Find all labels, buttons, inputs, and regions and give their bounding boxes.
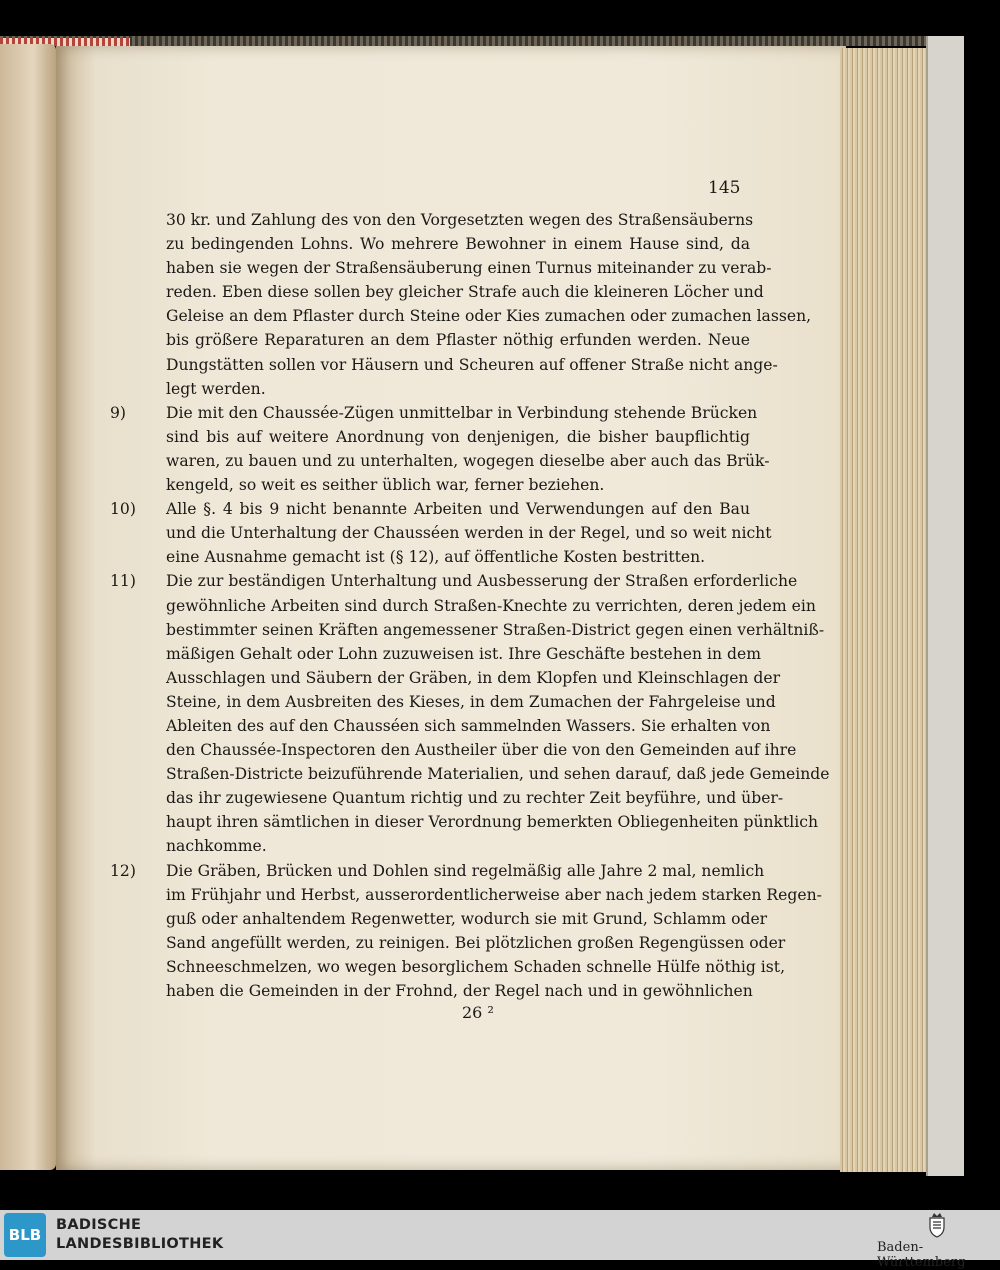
line-text: Steine, in dem Ausbreiten des Kieses, in dem Zumachen der Fahrgeleise und bbox=[166, 692, 776, 711]
book-top-edge bbox=[0, 36, 960, 46]
line-text: Die Gräben, Brücken und Dohlen sind regelmäßig alle Jahre 2 mal, nemlich bbox=[166, 861, 765, 880]
line-text: den Chaussée-Inspectoren den Austheiler über die von den Gemeinden auf ihre bbox=[166, 741, 797, 760]
line-text: das ihr zugewiesene Quantum richtig und zu rechter Zeit beyführe, und über- bbox=[166, 789, 784, 808]
line-text: Die zur beständigen Unterhaltung und Ausbesserung der Straßen erforderliche bbox=[166, 572, 798, 591]
text-line bbox=[110, 328, 750, 352]
page-number: 145 bbox=[708, 178, 741, 198]
text-line bbox=[110, 208, 754, 232]
page-text bbox=[110, 208, 830, 1003]
text-line bbox=[110, 834, 750, 858]
line-text: 30 kr. und Zahlung des von den Vorgesetzten wegen des Straßensäuberns bbox=[166, 211, 754, 229]
line-text: Schneeschmelzen, wo wegen besorglichem Schaden schnelle Hülfe nöthig ist, bbox=[166, 957, 786, 976]
text-line bbox=[110, 714, 771, 738]
text-line bbox=[110, 449, 770, 473]
state-label: Baden-Württemberg bbox=[877, 1240, 966, 1270]
text-line bbox=[110, 377, 750, 401]
line-text: sind bis auf weitere Anordnung von denjenigen, die bisher baupflichtig bbox=[166, 427, 750, 446]
line-text: eine Ausnahme gemacht ist (§ 12), auf öffentliche Kosten bestritten. bbox=[166, 548, 706, 567]
text-line bbox=[110, 497, 750, 521]
text-line bbox=[110, 304, 812, 328]
item-number: 9) bbox=[110, 403, 127, 422]
line-text: haben sie wegen der Straßensäuberung einen Turnus miteinander zu verab- bbox=[166, 259, 772, 278]
text-line bbox=[110, 545, 750, 569]
line-text: Sand angefüllt werden, zu reinigen. Bei plötzlichen großen Regengüssen oder bbox=[166, 933, 786, 952]
line-text: Die mit den Chaussée-Zügen unmittelbar in Verbindung stehende Brücken bbox=[166, 403, 758, 422]
text-line bbox=[110, 810, 818, 834]
printer-signature: 26 ² bbox=[462, 1003, 494, 1022]
item-number: 12) bbox=[110, 861, 136, 880]
line-text: zu bedingenden Lohns. Wo mehrere Bewohner in einem Hause sind, da bbox=[166, 235, 750, 254]
text-line bbox=[110, 690, 776, 714]
text-line bbox=[110, 786, 784, 810]
text-line bbox=[110, 907, 768, 931]
line-text: haben die Gemeinden in der Frohnd, der Regel nach und in gewöhnlichen bbox=[166, 982, 753, 1000]
item-number: 10) bbox=[110, 500, 136, 519]
line-text: Ableiten des auf den Chausséen sich sammelnden Wassers. Sie erhalten von bbox=[166, 716, 771, 735]
text-line bbox=[110, 232, 750, 256]
line-text: bestimmter seinen Kräften angemessener Straßen-District gegen einen verhältniß- bbox=[166, 620, 825, 639]
line-text: Geleise an dem Pflaster durch Steine oder Kies zumachen oder zumachen lassen, bbox=[166, 307, 812, 326]
text-line bbox=[110, 256, 772, 280]
line-text: legt werden. bbox=[166, 379, 266, 398]
line-text: und die Unterhaltung der Chausséen werden in der Regel, und so weit nicht bbox=[166, 524, 772, 543]
line-text: Dungstätten sollen vor Häusern und Scheuren auf offener Straße nicht ange- bbox=[166, 355, 778, 374]
text-line bbox=[110, 353, 778, 377]
line-text: im Frühjahr und Herbst, ausserordentlicherweise aber nach jedem starken Regen- bbox=[166, 885, 822, 904]
left-page-edge bbox=[0, 44, 56, 1170]
line-text: Ausschlagen und Säubern der Gräben, in dem Klopfen und Kleinschlagen der bbox=[166, 668, 781, 687]
library-name[interactable] bbox=[56, 1216, 223, 1254]
coat-of-arms-icon bbox=[928, 1212, 946, 1238]
blb-logo[interactable]: BLB bbox=[4, 1213, 46, 1257]
line-text: Straßen-Districte beizuführende Materialien, und sehen darauf, daß jede Gemeinde bbox=[166, 765, 830, 784]
line-text: mäßigen Gehalt oder Lohn zuzuweisen ist. Ihre Geschäfte bestehen in dem bbox=[166, 644, 761, 663]
line-text: kengeld, so weit es seither üblich war, ferner beziehen. bbox=[166, 476, 605, 495]
line-text: Alle §. 4 bis 9 nicht benannte Arbeiten und Verwendungen auf den Bau bbox=[166, 500, 750, 519]
book-cover bbox=[926, 36, 964, 1176]
line-text: reden. Eben diese sollen bey gleicher Strafe auch die kleineren Löcher und bbox=[166, 283, 764, 302]
line-text: waren, zu bauen und zu unterhalten, wogegen dieselbe aber auch das Brük- bbox=[166, 451, 770, 470]
page-block-edges bbox=[840, 48, 926, 1172]
text-line bbox=[110, 401, 758, 425]
text-line bbox=[110, 569, 798, 593]
text-line bbox=[110, 425, 750, 449]
line-text: gewöhnliche Arbeiten sind durch Straßen-Knechte zu verrichten, deren jedem ein bbox=[166, 596, 816, 615]
text-line bbox=[110, 738, 797, 762]
text-line bbox=[110, 883, 822, 907]
text-line bbox=[110, 618, 825, 642]
line-text: guß oder anhaltendem Regenwetter, wodurch sie mit Grund, Schlamm oder bbox=[166, 909, 768, 928]
text-line bbox=[110, 594, 816, 618]
text-line bbox=[110, 859, 765, 883]
text-line bbox=[110, 473, 750, 497]
text-line bbox=[110, 666, 781, 690]
item-number: 11) bbox=[110, 572, 136, 591]
line-text: bis größere Reparaturen an dem Pflaster nöthig erfunden werden. Neue bbox=[166, 331, 750, 350]
text-line bbox=[110, 762, 830, 786]
text-line bbox=[110, 521, 772, 545]
line-text: nachkomme. bbox=[166, 837, 267, 856]
text-line bbox=[110, 979, 753, 1003]
library-name-line2: LANDESBIBLIOTHEK bbox=[56, 1236, 224, 1252]
text-line bbox=[110, 955, 786, 979]
library-name-line1: BADISCHE bbox=[56, 1217, 142, 1233]
text-line bbox=[110, 931, 786, 955]
text-line bbox=[110, 642, 761, 666]
text-line bbox=[110, 280, 764, 304]
line-text: haupt ihren sämtlichen in dieser Verordnung bemerkten Obliegenheiten pünktlich bbox=[166, 813, 818, 832]
